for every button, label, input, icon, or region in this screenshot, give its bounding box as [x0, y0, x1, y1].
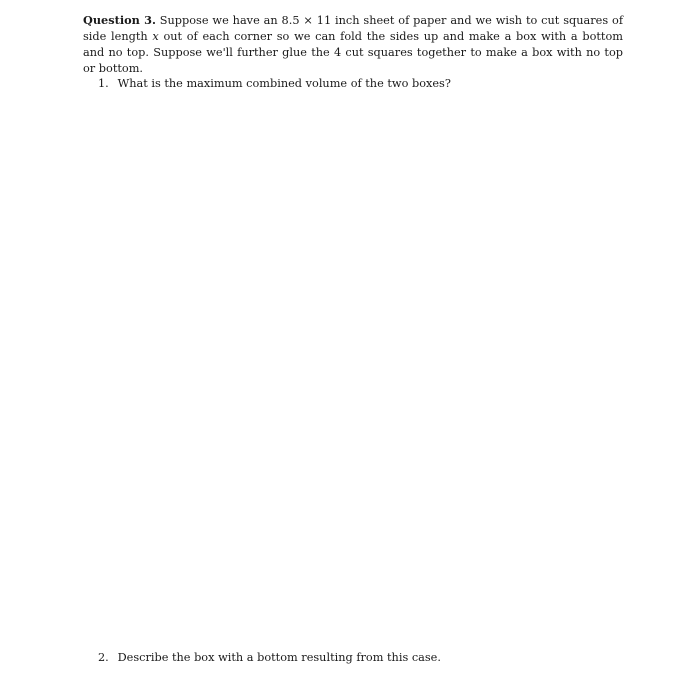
sub-question-1-text: What is the maximum combined volume of the two boxes? — [117, 77, 451, 90]
sub-question-1 — [98, 76, 451, 92]
sub-question-2-number: 2. — [98, 651, 109, 664]
sub-question-1-number: 1. — [98, 77, 109, 90]
question-label: Question 3. — [83, 13, 156, 27]
sub-question-2 — [98, 650, 441, 666]
question-text-part2: out of each corner so we can fold the sides up and make a box with a bottom and no top. Suppose we'll further glue the 4 cut squares together to make a box with no top or bottom. — [83, 30, 623, 75]
question-paragraph — [83, 12, 623, 77]
variable-x: x — [152, 30, 159, 43]
question-text-part1: Suppose we have an 8.5 × 11 inch sheet of paper and we wish to cut squares of side length — [83, 14, 623, 43]
sub-question-2-text: Describe the box with a bottom resulting from this case. — [117, 651, 441, 664]
